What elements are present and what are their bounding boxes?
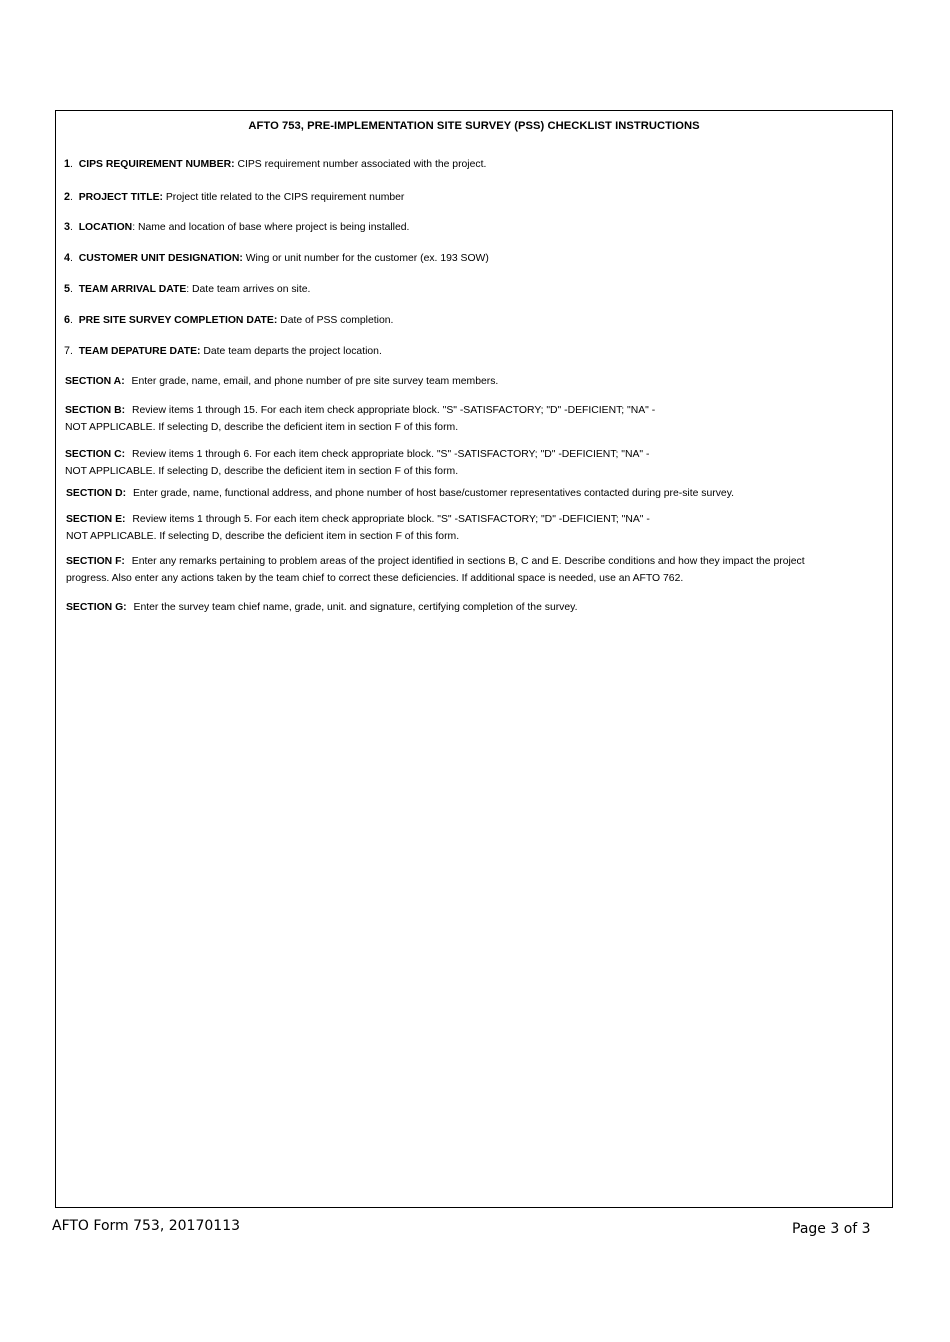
section-text-continued: NOT APPLICABLE. If selecting D, describe the deficient item in section F of this form. — [66, 531, 460, 542]
section-e-instruction — [66, 511, 650, 545]
item-number: 1 — [64, 158, 71, 170]
item-number: 5 — [64, 283, 71, 295]
section-text-continued: progress. Also enter any actions taken by the team chief to correct these deficiencies. If additional space is needed, use an AFTO 762. — [66, 573, 684, 584]
section-text: Review items 1 through 5. For each item check appropriate block. "S" -SATISFACTORY; "D" -DEFICIENT; "NA" - — [132, 514, 650, 525]
section-label: SECTION F: — [66, 556, 125, 567]
section-text: Enter the survey team chief name, grade, unit. and signature, certifying completion of the survey. — [133, 602, 578, 613]
section-b-instruction — [65, 402, 655, 436]
item-text: Date team departs the project location. — [200, 346, 382, 357]
instruction-item-7: 7. TEAM DEPATURE DATE: Date team departs the project location. — [64, 345, 382, 357]
item-number: 6 — [64, 314, 71, 326]
item-label: PRE SITE SURVEY COMPLETION DATE: — [78, 315, 278, 326]
item-label: PROJECT TITLE: — [78, 192, 163, 203]
item-text: CIPS requirement number associated with the project. — [234, 159, 487, 170]
section-label: SECTION D: — [66, 488, 127, 499]
page-title: AFTO 753, PRE-IMPLEMENTATION SITE SURVEY (PSS) CHECKLIST INSTRUCTIONS — [248, 120, 700, 132]
instruction-item-2: 2. PROJECT TITLE: Project title related to the CIPS requirement number — [64, 191, 405, 203]
section-a-instruction — [65, 373, 498, 390]
item-number: 4 — [64, 252, 71, 264]
item-label: TEAM ARRIVAL DATE — [78, 284, 187, 295]
item-number: 3 — [64, 221, 71, 233]
item-number: 7 — [64, 345, 71, 357]
section-label: SECTION G: — [66, 602, 127, 613]
item-text: : Name and location of base where project is being installed. — [132, 222, 410, 233]
instruction-item-6: 6. PRE SITE SURVEY COMPLETION DATE: Date of PSS completion. — [64, 314, 394, 326]
section-text: Enter grade, name, email, and phone number of pre site survey team members. — [131, 376, 499, 387]
item-text: : Date team arrives on site. — [186, 284, 311, 295]
section-g-instruction — [66, 599, 577, 616]
section-text: Review items 1 through 6. For each item check appropriate block. "S" -SATISFACTORY; "D" -DEFICIENT; "NA" - — [131, 449, 650, 460]
section-label: SECTION E: — [66, 514, 126, 525]
item-label: CUSTOMER UNIT DESIGNATION: — [78, 253, 243, 264]
item-label: TEAM DEPATURE DATE: — [78, 346, 201, 357]
section-label: SECTION C: — [65, 449, 126, 460]
item-label: LOCATION — [78, 222, 133, 233]
page-number: Page 3 of 3 — [792, 1221, 871, 1237]
instruction-item-4: 4. CUSTOMER UNIT DESIGNATION: Wing or unit number for the customer (ex. 193 SOW) — [64, 252, 489, 264]
item-label: CIPS REQUIREMENT NUMBER: — [78, 159, 235, 170]
item-text: Wing or unit number for the customer (ex. 193 SOW) — [242, 253, 489, 264]
section-f-instruction — [66, 553, 805, 587]
section-label: SECTION B: — [65, 405, 126, 416]
section-text: Review items 1 through 15. For each item check appropriate block. "S" -SATISFACTORY; "D" -DEFICIENT; "NA" - — [131, 405, 656, 416]
instruction-item-5: 5. TEAM ARRIVAL DATE: Date team arrives on site. — [64, 283, 311, 295]
form-identifier: AFTO Form 753, 20170113 — [52, 1218, 241, 1234]
section-text: Enter grade, name, functional address, and phone number of host base/customer representatives contacted during pre-site survey. — [132, 488, 735, 499]
instruction-item-3: 3. LOCATION: Name and location of base where project is being installed. — [64, 221, 410, 233]
instructions-frame — [55, 110, 893, 1208]
section-text: Enter any remarks pertaining to problem areas of the project identified in sections B, C and E. Describe conditions and how they impact the project — [131, 556, 805, 567]
item-text: Project title related to the CIPS requirement number — [162, 192, 405, 203]
instruction-item-1: 1. CIPS REQUIREMENT NUMBER: CIPS requirement number associated with the project. — [64, 158, 487, 170]
item-text: Date of PSS completion. — [277, 315, 394, 326]
item-number: 2 — [64, 191, 71, 203]
section-d-instruction — [66, 485, 734, 502]
section-c-instruction — [65, 446, 649, 480]
section-text-continued: NOT APPLICABLE. If selecting D, describe the deficient item in section F of this form. — [65, 466, 459, 477]
section-text-continued: NOT APPLICABLE. If selecting D, describe the deficient item in section F of this form. — [65, 422, 459, 433]
section-label: SECTION A: — [65, 376, 125, 387]
